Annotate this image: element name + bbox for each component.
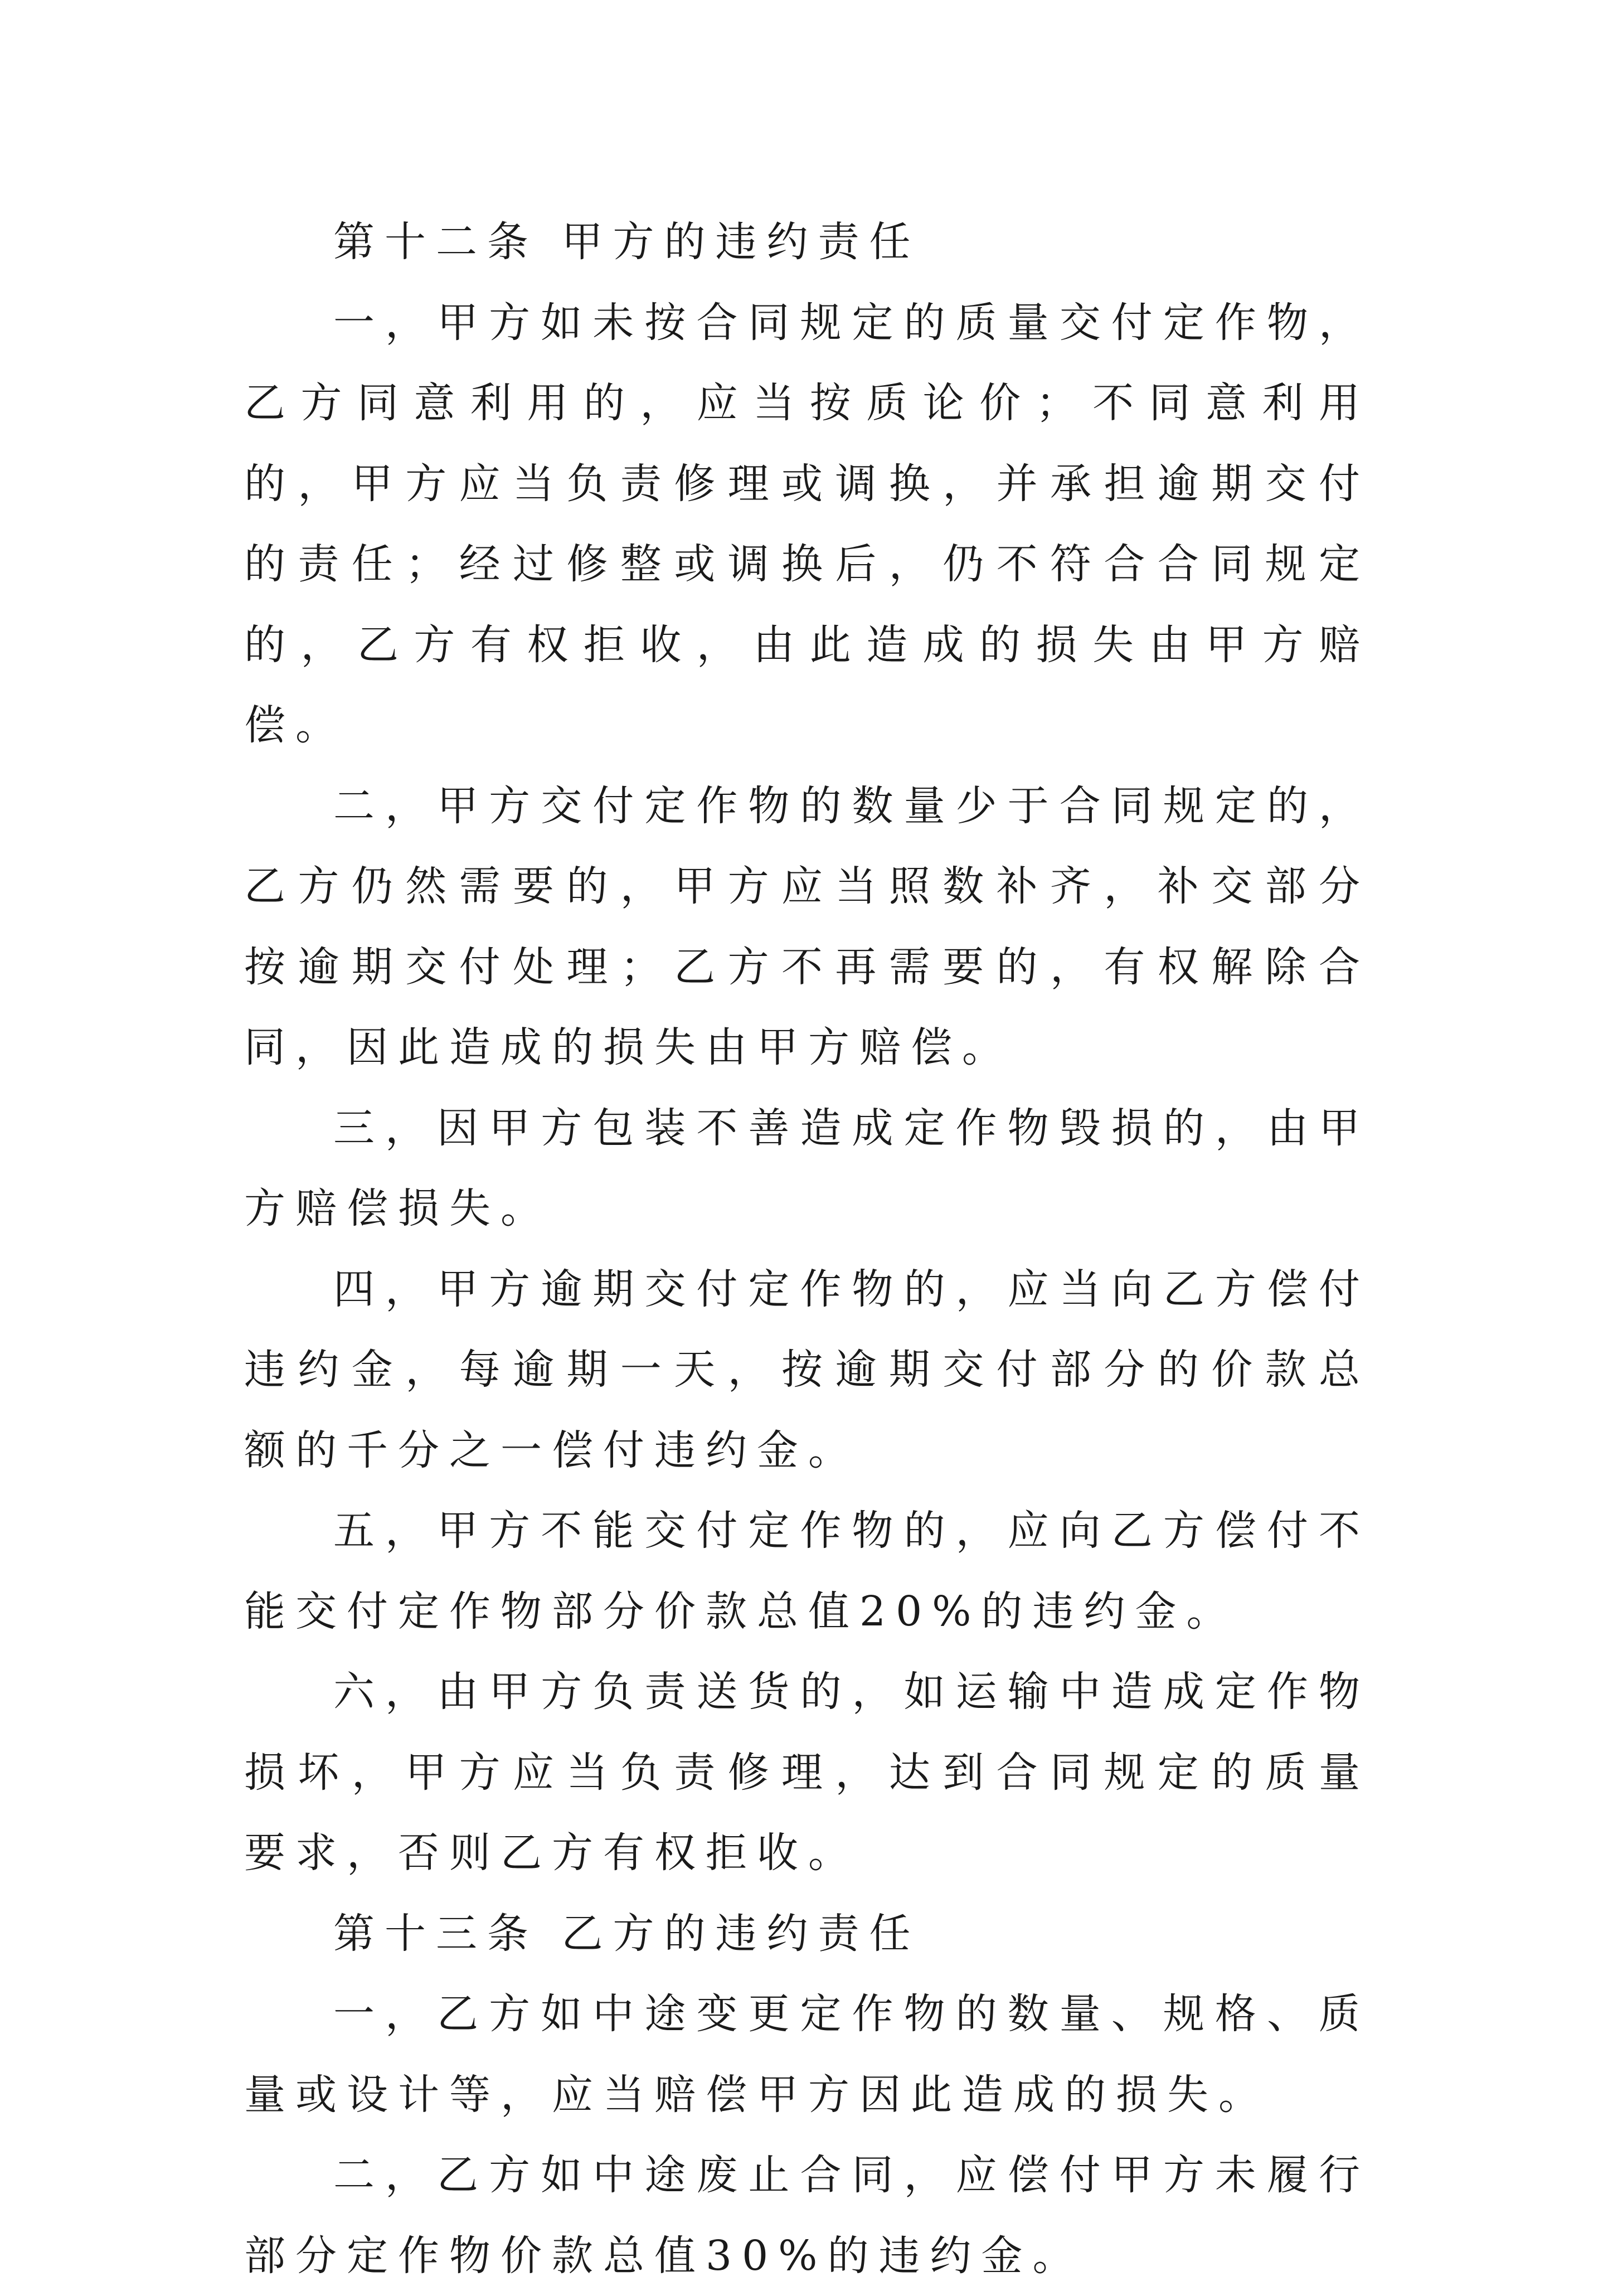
paragraph-12-6: 六，由甲方负责送货的，如运输中造成定作物损坏，甲方应当负责修理，达到合同规定的质量要求，否则乙方有权拒收。 xyxy=(244,1668,1370,1877)
paragraph-12-2: 二，甲方交付定作物的数量少于合同规定的，乙方仍然需要的，甲方应当照数补齐，补交部分按逾期交付处理；乙方不再需要的，有权解除合同，因此造成的损失由甲方赔偿。 xyxy=(244,781,1370,1071)
paragraph-13-1: 一，乙方如中途变更定作物的数量、规格、质量或设计等，应当赔偿甲方因此造成的损失。 xyxy=(244,1990,1370,2119)
heading-article-12: 第十二条 甲方的违约责任 xyxy=(333,218,921,266)
paragraph-12-1: 一，甲方如未按合同规定的质量交付定作物，乙方同意利用的，应当按质论价；不同意利用的，甲方应当负责修理或调换，并承担逾期交付的责任；经过修整或调换后，仍不符合合同规定的，乙方有权拒收，由此造成的损失由甲方赔偿。 xyxy=(244,298,1370,749)
paragraph-13-2: 二，乙方如中途废止合同，应偿付甲方未履行部分定作物价款总值30%的违约金。 xyxy=(244,2151,1370,2280)
paragraph-12-4: 四，甲方逾期交付定作物的，应当向乙方偿付违约金，每逾期一天，按逾期交付部分的价款总额的千分之一偿付违约金。 xyxy=(244,1265,1370,1474)
paragraph-12-5: 五，甲方不能交付定作物的，应向乙方偿付不能交付定作物部分价款总值20%的违约金。 xyxy=(244,1507,1370,1635)
heading-article-13: 第十三条 乙方的违约责任 xyxy=(333,1909,921,1958)
paragraph-12-3: 三，因甲方包装不善造成定作物毁损的，由甲方赔偿损失。 xyxy=(244,1104,1370,1232)
document-body xyxy=(244,202,1370,2296)
